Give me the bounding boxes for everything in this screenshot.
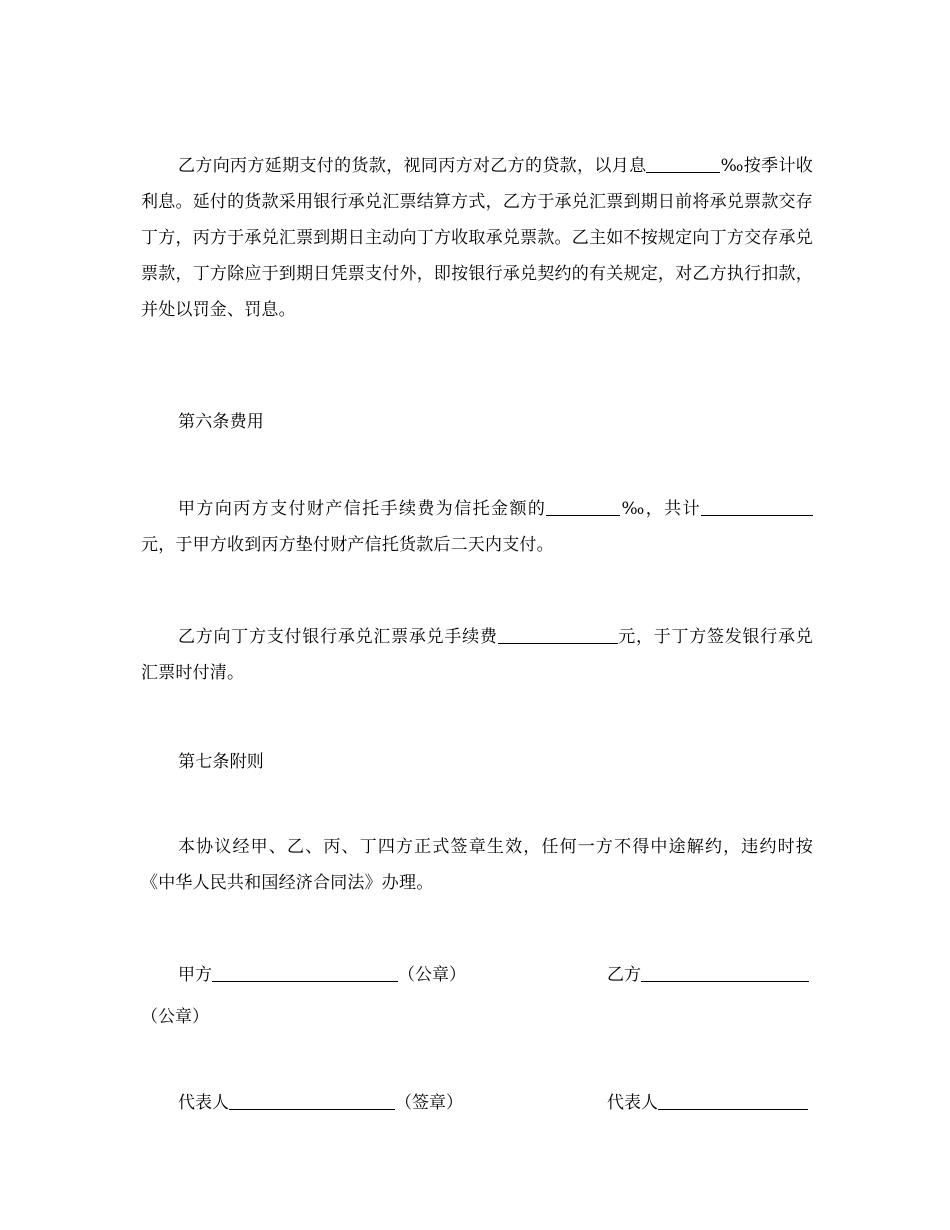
party-a-seal: （公章） [398,965,466,985]
rep-a-signature-line [178,1091,463,1115]
party-b-blank [641,963,809,982]
acceptance-fee-paragraph [141,619,813,691]
rep-b-blank [658,1091,808,1110]
party-b-label: 乙方 [607,965,641,985]
monthly-interest-blank [646,154,720,173]
rep-a-seal: （签章） [395,1093,463,1113]
party-b-signature-line [607,963,809,987]
party-a-signature-line [178,963,466,987]
trust-fee-text-1: 甲方向丙方支付财产信托手续费为信托金额的 [178,499,547,519]
trust-fee-text-2: ‰，共计 [620,499,701,519]
trust-fee-total-blank [701,497,813,516]
party-a-label: 甲方 [178,965,212,985]
acceptance-fee-text-2: 元，于丁方签发银行承兑汇票时付清。 [141,627,813,683]
article-6-heading: 第六条费用 [178,412,264,432]
rep-b-label: 代表人 [607,1093,658,1113]
party-a-blank [212,963,398,982]
interest-text-1: 乙方向丙方延期支付的货款，视同丙方对乙方的贷款，以月息 [178,156,647,176]
rep-a-label: 代表人 [178,1093,229,1113]
interest-text-2: ‰按季计收利息。延付的货款采用银行承兑汇票结算方式，乙方于承兑汇票到期日前将承兑票款交存丁方，丙方于承兑汇票到期日主动向丁方收取承兑票款。乙主如不按规定向丁方交存承兑票款，丁方除应于到期日凭票支付外，即按银行承兑契约的有关规定，对乙方执行扣款，并处以罚金、罚息。 [141,156,813,320]
acceptance-fee-blank [498,625,618,644]
trust-fee-text-3: 元，于甲方收到丙方垫付财产信托货款后二天内支付。 [141,535,554,555]
rep-a-blank [229,1091,395,1110]
article-7-heading: 第七条附则 [178,752,264,772]
trust-fee-rate-blank [546,497,620,516]
party-b-seal: （公章） [141,1007,209,1027]
rep-b-signature-line [607,1091,808,1115]
effective-clause-paragraph: 本协议经甲、乙、丙、丁四方正式签章生效，任何一方不得中途解约，违约时按《中华人民共和国经济合同法》办理。 [141,837,813,893]
interest-paragraph [141,148,813,328]
acceptance-fee-text-1: 乙方向丁方支付银行承兑汇票承兑手续费 [178,627,498,647]
trust-fee-paragraph [141,491,813,563]
